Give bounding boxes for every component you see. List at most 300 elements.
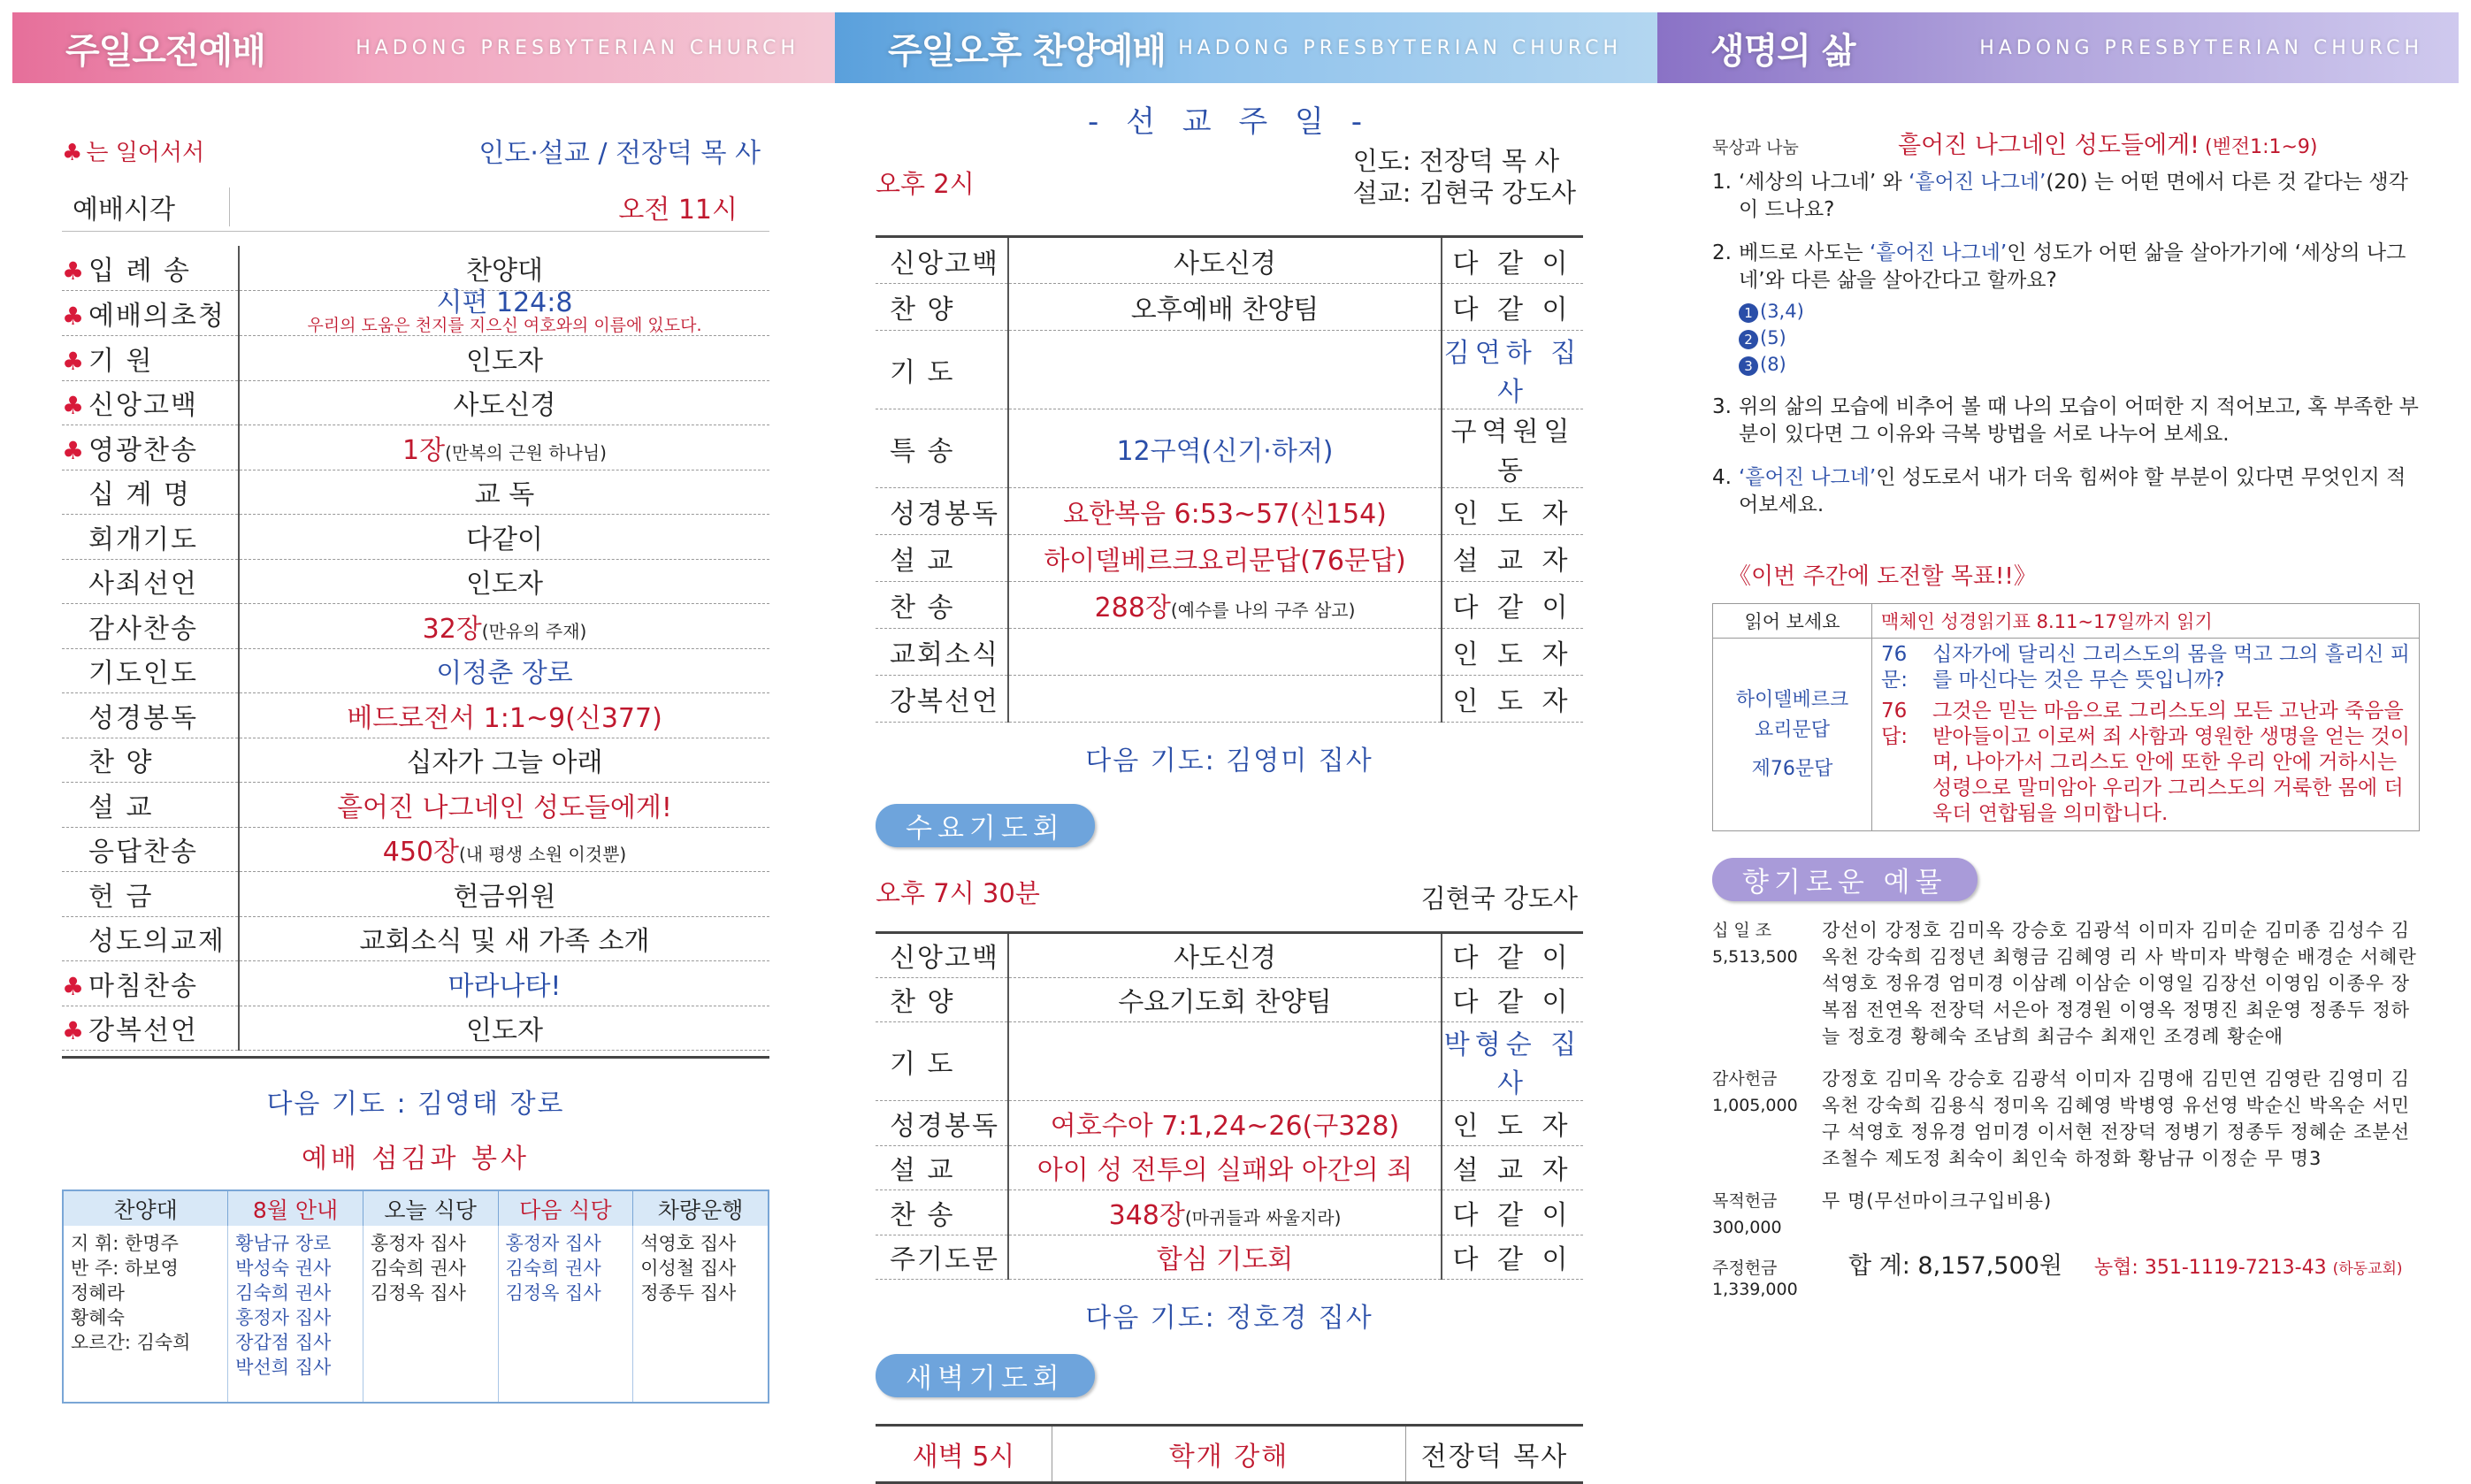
order-row [876, 535, 1583, 582]
offering-row [1712, 1066, 2420, 1172]
order-row [62, 693, 769, 738]
order-label: 주기도문 [876, 1235, 1008, 1280]
order-value-text: 12구역(신기·하저) [1116, 436, 1334, 467]
order-value [239, 336, 769, 381]
duty-entry: 이성철 집사 [640, 1258, 737, 1279]
order-row [876, 409, 1583, 488]
catechism-question: 76문: 십자가에 달리신 그리스도의 몸을 먹고 그의 흘리신 피를 마신다는 것은 무슨 뜻입니까? [1881, 643, 2410, 692]
afternoon-time: 오후 2시 [876, 169, 975, 199]
order-row [876, 237, 1583, 284]
order-label [62, 470, 239, 515]
service-time-row [62, 182, 769, 232]
order-value-text: 수요기도회 찬양팀 [1118, 987, 1332, 1019]
catechism-answer: 76답: 그것은 믿는 마음으로 그리스도의 모든 고난과 죽음을 받아들이고 이로써 죄 사함과 영원한 생명을 얻는 것이며, 나아가서 그리스도 안에 또한 우리 안에 거하시는 성령으로 말미암아 우리가 그리스도의 거룩한 몸에 더욱더 연합됨을 의미합니다. [1881, 700, 2410, 825]
club-icon: ♣ [62, 302, 85, 331]
club-icon: ♣ [62, 435, 85, 465]
order-value-note: (만유의 주재) [481, 620, 587, 642]
order-row [62, 783, 769, 828]
order-value [1008, 331, 1442, 409]
banner-title: 생명의 삶 [1710, 30, 1855, 72]
order-row [62, 425, 769, 470]
order-label [62, 827, 239, 872]
order-label [62, 425, 239, 470]
order-value [239, 961, 769, 1006]
offering-list [1712, 917, 2420, 1241]
order-row [62, 961, 769, 1006]
order-label [62, 291, 239, 336]
question-item: 2. 베드로 사도는 ‘흩어진 나그네’인 성도가 어떤 삶을 살아가기에 ‘세상의 나그네’와 다른 삶을 살아간다고 할까요? 1 (3,4) 2 (5) 3 (8) [1712, 240, 2420, 378]
order-row [876, 933, 1583, 978]
order-value-text: 사도신경 [1174, 248, 1276, 279]
order-value [1008, 535, 1442, 582]
order-value [239, 246, 769, 291]
question-list [1712, 169, 2420, 519]
order-label-text: 강복선언 [88, 1015, 198, 1047]
banner-subtitle: HADONG PRESBYTERIAN CHURCH [1178, 36, 1622, 59]
order-label-text: 십 계 명 [88, 479, 192, 511]
offering-amount: 1,005,000 [1712, 1096, 1798, 1115]
order-value [239, 827, 769, 872]
dawn-section [876, 1354, 1583, 1397]
order-person: 다 같 이 [1442, 582, 1583, 629]
banner-title: 주일오전예배 [65, 30, 265, 72]
subpoint [1739, 298, 2420, 325]
afternoon-preacher-line: 설교: 김현국 강도사 [1352, 178, 1576, 208]
offering-row [1712, 917, 2420, 1050]
order-label [62, 246, 239, 291]
order-person: 김연하 집사 [1442, 331, 1583, 409]
duty-entry: 황혜숙 [71, 1307, 125, 1328]
meditation-reference: (벧전1:1~9) [2204, 136, 2318, 158]
heidelberg-qa [1872, 639, 2420, 831]
duty-entry: 홍정자 집사 [235, 1307, 332, 1328]
order-label: 기 도 [876, 1022, 1008, 1101]
duty-entry: 정종두 집사 [640, 1282, 737, 1304]
order-row [62, 738, 769, 783]
order-value [1008, 582, 1442, 629]
stand-note: ♣ 는 일어서서 [62, 139, 205, 166]
order-label [62, 648, 239, 693]
order-value-text: 마라나타! [448, 970, 562, 1002]
order-person: 인 도 자 [1442, 676, 1583, 723]
duty-entry: 오르간: 김숙희 [71, 1332, 191, 1353]
order-value-text: 오후예배 찬양팀 [1130, 295, 1320, 325]
duty-entry: 박성숙 권사 [235, 1258, 332, 1279]
club-icon: ♣ [62, 391, 85, 421]
order-label: 설 교 [876, 535, 1008, 582]
duty-table [62, 1189, 769, 1404]
offering-names: 강정호 김미옥 강승호 김광석 이미자 김명애 김민연 김영란 김영미 김옥천 강숙희 김용식 정미옥 김혜영 박병영 유선영 박순신 박옥순 서민구 석영호 정유경 엄미경 이서현 전장덕 정병기 정종두 정혜순 조분선 조철수 제도정 최숙이 최인숙 하정화 황남규 이정순 무 명3 [1822, 1068, 2411, 1169]
duty-entry: 석영호 집사 [640, 1233, 737, 1254]
wednesday-header [876, 874, 1583, 915]
order-value [239, 738, 769, 783]
number-circle-icon: 1 [1739, 303, 1758, 323]
banner-morning [12, 12, 835, 83]
order-row [62, 1006, 769, 1051]
order-value-note: (예수를 나의 구주 삼고) [1170, 600, 1356, 621]
order-row [62, 336, 769, 381]
order-value-text: 찬양대 [466, 256, 543, 287]
afternoon-order-table [876, 235, 1583, 723]
order-row [62, 648, 769, 693]
life-column [1712, 97, 2420, 1300]
order-row [62, 246, 769, 291]
offering-section [1712, 858, 2420, 901]
order-label [62, 604, 239, 649]
order-label-text: 기 원 [88, 345, 154, 377]
offering-type: 십 일 조 [1712, 921, 1772, 940]
order-label-text: 입 례 송 [88, 256, 192, 287]
next-kitchen-list [498, 1226, 633, 1403]
order-value [1008, 1022, 1442, 1101]
order-value [1008, 284, 1442, 331]
order-label-text: 헌 금 [88, 881, 154, 913]
banner-life [1657, 12, 2459, 83]
order-value-text: 이정춘 장로 [436, 658, 573, 690]
order-value-text: 교회소식 및 새 가족 소개 [359, 926, 650, 958]
divider [62, 1056, 769, 1059]
order-label-text: 설 교 [88, 792, 154, 823]
order-label [62, 783, 239, 828]
order-value-text: 여호수아 7:1,24~26(구328) [1050, 1110, 1400, 1142]
choir-list [63, 1226, 228, 1403]
offering-label [1712, 1188, 1822, 1241]
order-value [239, 783, 769, 828]
order-value-text: 348장 [1108, 1199, 1185, 1231]
order-label-text: 회개기도 [88, 524, 198, 555]
order-label-text: 성도의교제 [88, 926, 226, 958]
number-circle-icon: 3 [1739, 356, 1758, 376]
wednesday-time: 오후 7시 30분 [876, 878, 1040, 908]
offering-type: 목적헌금 [1712, 1191, 1778, 1211]
order-value-note: (만복의 근원 하나님) [445, 441, 607, 463]
order-label: 신앙고백 [876, 237, 1008, 284]
duty-header: 오늘 식당 [363, 1190, 498, 1226]
duty-entry: 황남규 장로 [235, 1233, 332, 1254]
order-row [62, 515, 769, 560]
offering-names: 무 명(무선마이크구입비용) [1822, 1190, 2053, 1212]
order-person: 다 같 이 [1442, 933, 1583, 978]
wednesday-next-prayer: 다음 기도: 정호경 집사 [1085, 1303, 1373, 1334]
order-row [876, 1101, 1583, 1146]
morning-order-table [62, 246, 769, 1051]
afternoon-lead-line: 인도: 전장덕 목 사 [1352, 146, 1560, 176]
order-row [876, 1022, 1583, 1101]
bank-account: 농협: 351-1119-7213-43 (하동교회) [2093, 1257, 2403, 1279]
order-row [876, 488, 1583, 535]
order-value-text: 사도신경 [1174, 943, 1276, 975]
order-label: 찬 양 [876, 977, 1008, 1022]
number-circle-icon: 2 [1739, 330, 1758, 349]
afternoon-leaders [1353, 145, 1576, 209]
order-label [62, 693, 239, 738]
order-value-text: 32장 [422, 613, 482, 645]
offering-row [1712, 1188, 2420, 1241]
order-value-text: 인도자 [466, 569, 543, 600]
club-icon: ♣ [62, 139, 83, 166]
duty-entry: 김정옥 집사 [505, 1282, 601, 1304]
total-row [1712, 1246, 2420, 1300]
order-person: 인 도 자 [1442, 1101, 1583, 1146]
duty-entry: 김정옥 집사 [370, 1282, 466, 1304]
offering-label [1712, 1066, 1822, 1172]
order-row [62, 827, 769, 872]
order-label: 신앙고백 [876, 933, 1008, 978]
order-value [1008, 676, 1442, 723]
order-label [62, 1006, 239, 1051]
order-label-text: 찬 양 [88, 747, 154, 779]
order-label: 찬 양 [876, 284, 1008, 331]
order-value-text: 교 독 [474, 479, 535, 511]
order-value [1008, 237, 1442, 284]
mission-sunday-title: - 선 교 주 일 - [1088, 104, 1371, 140]
offering-amount: 300,000 [1712, 1218, 1782, 1237]
order-label-text: 성경봉독 [88, 702, 198, 734]
order-row [876, 1145, 1583, 1190]
question-subpoints [1739, 298, 2420, 378]
duty-header: 8월 안내 [228, 1190, 363, 1226]
wednesday-section [876, 804, 1583, 847]
order-label: 찬 송 [876, 582, 1008, 629]
order-label [62, 515, 239, 560]
heidelberg-label: 하이델베르크 요리문답 제76문답 [1713, 639, 1872, 831]
afternoon-service-column [876, 97, 1583, 1484]
offering-names: 강선이 강정호 김미옥 강승호 김광석 이미자 김미순 김미종 김성수 김옥천 강숙희 김정년 최형금 김혜영 리 사 박미자 박형순 배경순 서혜란 석영호 정유경 엄미경 이삼례 이삼순 이영일 김장선 이영임 이종우 장복점 전연옥 전장덕 서은아 정경원 이영옥 정명진 최운영 정종두 정하늘 정호경 황혜숙 조남희 최금수 최재인 조경례 황순애 [1822, 920, 2417, 1047]
order-value [1008, 1190, 1442, 1235]
question-item: 4. ‘흩어진 나그네’인 성도로서 내가 더욱 힘써야 할 부분이 있다면 무엇인지 적어보세요. [1712, 466, 2406, 516]
order-label [62, 738, 239, 783]
order-label: 강복선언 [876, 676, 1008, 723]
wednesday-order-table [876, 931, 1583, 1280]
subpoint-ref: (3,4) [1760, 301, 1804, 322]
order-value-note: (마귀들과 싸울지라) [1184, 1206, 1342, 1228]
wednesday-leader: 김현국 강도사 [1420, 884, 1578, 914]
order-label-text: 예배의초청 [88, 301, 226, 332]
banner-afternoon [835, 12, 1657, 83]
today-kitchen-list [363, 1226, 498, 1403]
order-value [1008, 409, 1442, 488]
order-value-text: 흩어진 나그네인 성도들에게! [337, 792, 672, 823]
order-value [239, 425, 769, 470]
question-item: 3. 위의 삶의 모습에 비추어 볼 때 나의 모습이 어떠한 지 적어보고, 혹 부족한 부분이 있다면 그 이유와 극복 방법을 서로 나누어 보세요. [1712, 395, 2419, 446]
order-row [62, 380, 769, 425]
order-value-text: 시편 124:8 [436, 287, 573, 318]
order-value [239, 604, 769, 649]
order-person: 다 같 이 [1442, 237, 1583, 284]
order-label: 성경봉독 [876, 1101, 1008, 1146]
main-offering: 주정헌금 1,339,000 [1712, 1258, 1798, 1299]
order-value [1008, 1235, 1442, 1280]
dawn-sermon: 학개 강해 [1052, 1427, 1406, 1481]
service-time-label: 예배시각 [62, 187, 230, 226]
order-row [62, 604, 769, 649]
duty-header: 차량운행 [633, 1190, 769, 1226]
offering-amount: 5,513,500 [1712, 947, 1798, 967]
subpoint [1739, 351, 2420, 378]
duty-header: 다음 식당 [498, 1190, 633, 1226]
weekly-challenge-title: 《이번 주간에 도전할 목표!!》 [1728, 563, 2037, 590]
order-value-text: 288장 [1094, 593, 1171, 623]
order-value-text: 사도신경 [453, 390, 556, 422]
order-label-text: 감사찬송 [88, 613, 198, 645]
order-person: 다 같 이 [1442, 284, 1583, 331]
order-label: 성경봉독 [876, 488, 1008, 535]
order-value [239, 693, 769, 738]
order-row [876, 676, 1583, 723]
order-value [239, 1006, 769, 1051]
duty-entry: 박선희 집사 [235, 1357, 332, 1378]
duty-entry: 홍정자 집사 [370, 1233, 466, 1254]
order-label [62, 872, 239, 917]
order-label [62, 916, 239, 961]
dawn-time: 새벽 5시 [876, 1427, 1052, 1481]
order-value-text: 1장 [402, 434, 446, 466]
order-person: 박형순 집사 [1442, 1022, 1583, 1101]
duty-header: 찬양대 [63, 1190, 228, 1226]
morning-leader: 인도·설교 / 전장덕 목 사 [478, 138, 761, 169]
dawn-row [876, 1424, 1583, 1484]
order-person: 인 도 자 [1442, 488, 1583, 535]
duty-entry: 지 휘: 한명주 [71, 1233, 179, 1254]
order-row [876, 629, 1583, 676]
order-row [876, 284, 1583, 331]
duty-entry: 정혜라 [71, 1282, 125, 1304]
order-label: 찬 송 [876, 1190, 1008, 1235]
order-value-text: 450장 [382, 837, 459, 868]
order-value [239, 916, 769, 961]
afternoon-header [876, 145, 1583, 209]
order-value [1008, 488, 1442, 535]
club-icon: ♣ [62, 256, 85, 286]
order-row [62, 872, 769, 917]
order-value [1008, 977, 1442, 1022]
order-value-text: 요한복음 6:53~57(신154) [1063, 499, 1387, 530]
duty-entry: 김숙희 권사 [505, 1258, 601, 1279]
order-label-text: 영광찬송 [88, 434, 198, 466]
order-label [62, 559, 239, 604]
order-row [876, 977, 1583, 1022]
offering-type: 감사헌금 [1712, 1069, 1778, 1089]
order-person: 인 도 자 [1442, 629, 1583, 676]
order-value [239, 872, 769, 917]
subpoint [1739, 325, 2420, 351]
order-value [239, 648, 769, 693]
service-time-value: 오전 11시 [618, 194, 738, 226]
order-value [1008, 1101, 1442, 1146]
order-person: 다 같 이 [1442, 1235, 1583, 1280]
order-person: 다 같 이 [1442, 1190, 1583, 1235]
order-row [876, 331, 1583, 409]
order-label [62, 961, 239, 1006]
order-person: 설 교 자 [1442, 1145, 1583, 1190]
driving-list [633, 1226, 769, 1403]
banner-subtitle: HADONG PRESBYTERIAN CHURCH [1979, 36, 2423, 59]
order-row [876, 1190, 1583, 1235]
order-value-sub: 우리의 도움은 천지를 지으신 여호와의 이름에 있도다. [307, 316, 702, 335]
dawn-leader: 전장덕 목사 [1420, 1442, 1569, 1473]
banner-subtitle: HADONG PRESBYTERIAN CHURCH [356, 36, 799, 59]
order-value [1008, 1145, 1442, 1190]
subpoint-ref: (8) [1760, 354, 1786, 375]
question-item: 1. ‘세상의 나그네’ 와 ‘흩어진 나그네’(20) 는 어떤 면에서 다른 것 같다는 생각이 드나요? [1712, 171, 2408, 221]
order-label [62, 336, 239, 381]
order-value [239, 287, 769, 336]
next-prayer: 다음 기도 : 김영태 장로 [266, 1089, 565, 1120]
order-label: 기 도 [876, 331, 1008, 409]
duty-entry: 반 주: 하보영 [71, 1258, 179, 1279]
order-value [239, 470, 769, 515]
weekly-goal-table [1712, 603, 2420, 831]
duty-entry: 홍정자 집사 [505, 1233, 601, 1254]
order-value [239, 515, 769, 560]
service-duty-heading: 예배 섬김과 봉사 [302, 1144, 530, 1174]
duty-entry: 김숙희 권사 [235, 1282, 332, 1304]
order-person: 설 교 자 [1442, 535, 1583, 582]
subpoint-ref: (5) [1760, 327, 1786, 348]
order-value-text: 아이 성 전투의 실패와 아간의 죄 [1037, 1155, 1413, 1187]
order-row [876, 1235, 1583, 1280]
order-label [62, 380, 239, 425]
order-row [62, 291, 769, 336]
meditation-title: 흩어진 나그네인 성도들에게! [1898, 132, 2199, 159]
order-label-text: 기도인도 [88, 658, 198, 690]
order-value-text: 십자가 그늘 아래 [406, 747, 603, 779]
club-icon: ♣ [62, 971, 85, 1001]
offering-label [1712, 917, 1822, 1050]
order-value-text: 인도자 [466, 1015, 543, 1047]
order-row [62, 559, 769, 604]
duty-entry: 장갑점 집사 [235, 1332, 332, 1353]
club-icon: ♣ [62, 1016, 85, 1046]
order-person: 구역원일동 [1442, 409, 1583, 488]
banner-title: 주일오후 찬양예배 [888, 30, 1167, 72]
order-person: 다 같 이 [1442, 977, 1583, 1022]
order-value [1008, 933, 1442, 978]
order-value-note: (내 평생 소원 이것뿐) [459, 844, 627, 866]
order-row [62, 916, 769, 961]
order-row [62, 470, 769, 515]
guide-list [228, 1226, 363, 1403]
order-value [1008, 629, 1442, 676]
order-label: 교회소식 [876, 629, 1008, 676]
order-row [876, 582, 1583, 629]
order-value [239, 559, 769, 604]
morning-header [62, 124, 769, 177]
order-label-text: 마침찬송 [88, 970, 198, 1002]
afternoon-next-prayer: 다음 기도: 김영미 집사 [1085, 746, 1373, 776]
meditation-tag: 묵상과 나눔 [1712, 138, 1799, 157]
duty-entry: 김숙희 권사 [370, 1258, 466, 1279]
order-label-text: 신앙고백 [88, 390, 198, 422]
order-label: 설 교 [876, 1145, 1008, 1190]
order-label-text: 응답찬송 [88, 837, 198, 868]
total-amount: 합 계: 8,157,500원 [1848, 1252, 2062, 1280]
order-value-text: 합심 기도회 [1156, 1244, 1294, 1276]
dawn-title: 새벽기도회 [876, 1354, 1095, 1397]
order-value-text: 다같이 [466, 524, 543, 555]
read-value: 맥체인 성경읽기표 8.11~17일까지 읽기 [1872, 604, 2420, 639]
order-value-text: 인도자 [466, 345, 543, 377]
order-value-text: 베드로전서 1:1~9(신377) [347, 702, 662, 734]
read-label: 읽어 보세요 [1713, 604, 1872, 639]
club-icon: ♣ [62, 346, 85, 376]
order-value-text: 헌금위원 [453, 881, 556, 913]
meditation-header [1712, 126, 2420, 160]
wednesday-title: 수요기도회 [876, 804, 1095, 847]
offering-title: 향기로운 예물 [1712, 858, 1978, 901]
morning-service-column [62, 97, 769, 1404]
order-value [239, 380, 769, 425]
